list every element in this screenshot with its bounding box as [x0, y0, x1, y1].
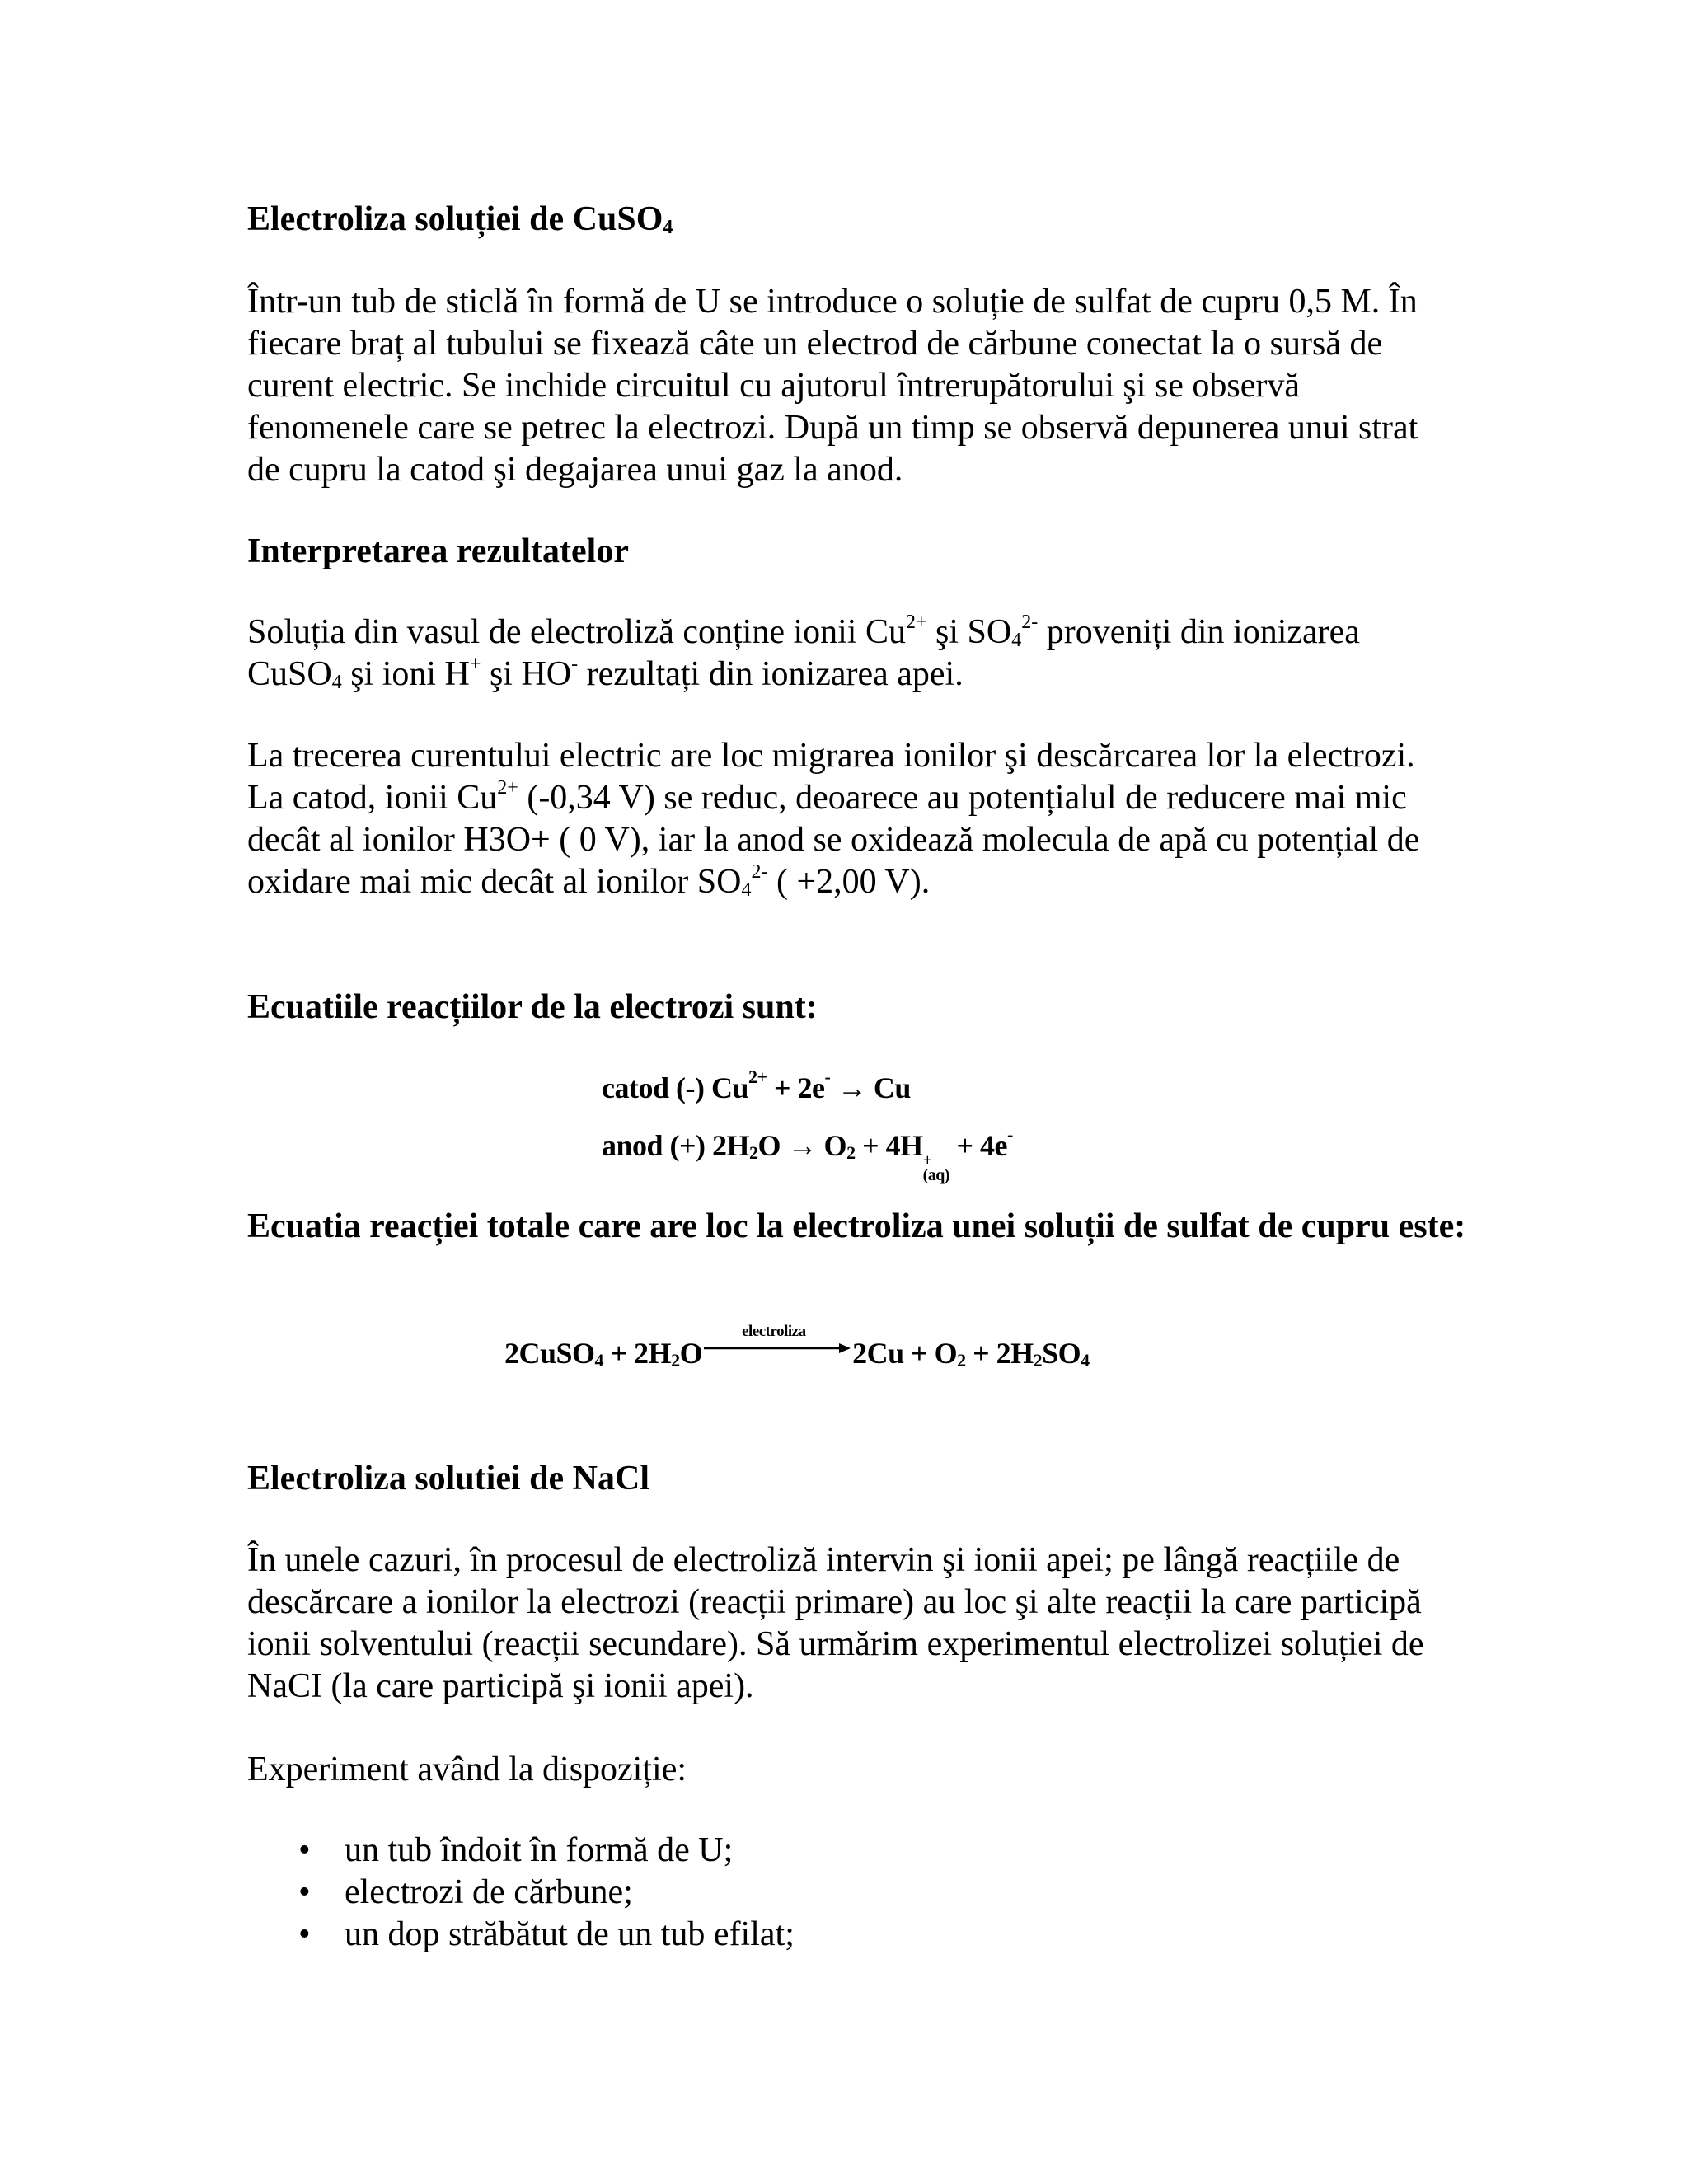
eq-subscript: 2: [957, 1350, 966, 1371]
cathode-equation: [602, 1066, 1013, 1106]
eq-subscript: 2: [671, 1350, 680, 1371]
eq-subscript: 2: [749, 1142, 758, 1163]
eq-text: catod (-) Cu: [602, 1071, 748, 1104]
reaction-arrow: [704, 1323, 851, 1360]
migration-paragraph: [247, 735, 1451, 903]
section-title-nacl: Electroliza solutiei de NaCl: [247, 1460, 649, 1497]
text-run: şi HO: [481, 655, 572, 693]
superscript: 2-: [751, 861, 768, 883]
eq-subscript: (aq): [922, 1166, 950, 1184]
experiment-intro: Experiment având la dispoziție:: [247, 1750, 687, 1788]
nacl-paragraph: În unele cazuri, în procesul de electroliză intervin şi ionii apei; pe lângă reacțiile de descărcare a ionilor la electrozi (reacții primare) au loc şi alte reacții la care participă ionii solventului (reacții secundare). Să urmărim experimentul electrolizei soluției de NaCI (la care participă şi ionii apei).: [247, 1541, 1424, 1705]
ions-paragraph: [247, 612, 1451, 696]
subscript: 4: [331, 672, 342, 693]
superscript: 2-: [1021, 612, 1039, 633]
eq-text: anod (+) 2H: [602, 1129, 750, 1162]
bullet-icon: •: [298, 1831, 311, 1869]
text-run: ( +2,00 V).: [767, 863, 931, 901]
eq-text: + 2e: [767, 1071, 825, 1104]
text-run: La trecerea curentului electric are loc migrarea ionilor şi descărcarea lor la electrozi. La catod, ionii Cu: [247, 737, 1415, 817]
eq-text: O → O: [757, 1129, 847, 1162]
bullet-icon: •: [298, 1873, 311, 1911]
eq-subscript: 2: [1033, 1350, 1043, 1371]
text-run: şi SO: [926, 613, 1012, 651]
eq-text: + 2H: [603, 1337, 672, 1370]
section-title-electrode-equations: Ecuatiile reacțiilor de la electrozi sunt:: [247, 988, 818, 1026]
text-run: Soluția din vasul de electroliză conține ionii Cu: [247, 613, 906, 651]
eq-subscript: 4: [594, 1350, 604, 1371]
superscript: +: [469, 654, 481, 675]
cuso4-experiment-paragraph: Într-un tub de sticlă în formă de U se introduce o soluție de sulfat de cupru 0,5 M. În fiecare braț al tubului se fixează câte un electrod de cărbune conectat la o sursă de curent electric. Se inchide circuitul cu ajutorul întrerupătorului şi se observă fenomenele care se petrec la electrozi. După un timp se observă depunerea unui strat de cupru la catod şi degajarea unui gaz la anod.: [247, 283, 1418, 489]
bullet-icon: •: [298, 1915, 311, 1953]
section-title-total-reaction: Ecuatia reacției totale care are loc la electroliza unei soluții de sulfat de cupru este:: [247, 1207, 1466, 1245]
eq-text: SO: [1042, 1337, 1081, 1370]
anode-equation: [602, 1124, 1013, 1184]
eq-superscript: -: [824, 1066, 831, 1087]
eq-text: + 4H: [855, 1129, 923, 1162]
eq-text: → Cu: [830, 1071, 911, 1104]
superscript: 2+: [905, 612, 927, 633]
text-run: şi ioni H: [341, 655, 470, 693]
total-equation-line: [504, 1323, 1090, 1371]
eq-text: + 4e: [950, 1129, 1008, 1162]
eq-text: 2Cu + O: [852, 1337, 958, 1370]
eq-script-stack: [923, 1153, 950, 1183]
eq-superscript: 2+: [748, 1066, 767, 1087]
eq-text: + 2H: [965, 1337, 1034, 1370]
list-item-text: un tub îndoit în formă de U;: [345, 1831, 734, 1869]
equipment-list: [247, 1830, 1451, 1956]
section-title-interpretation: Interpretarea rezultatelor: [247, 532, 629, 570]
section-title-cuso4: [247, 198, 1451, 241]
total-reaction-equation: [504, 1323, 1090, 1371]
subscript: 4: [741, 879, 752, 901]
list-item: [247, 1914, 1451, 1956]
text-run: (-0,34 V) se reduc, deoarece au potențialul de reducere mai mic decât al ionilor H3O+ ( 0 V), iar la anod se oxidează molecula de apă cu potențial de oxidare mai mic decât al ionilor SO: [247, 779, 1420, 901]
title-subscript: 4: [663, 217, 673, 238]
text-run: proveniți din ionizarea CuSO: [247, 613, 1360, 693]
subscript: 4: [1011, 630, 1022, 651]
eq-text: O: [679, 1337, 703, 1370]
electrode-equations: [602, 1066, 1013, 1184]
list-item-text: electrozi de cărbune;: [345, 1873, 633, 1911]
list-item: [247, 1872, 1451, 1914]
eq-text: 2CuSO: [504, 1337, 595, 1370]
arrow-label: electroliza: [742, 1323, 806, 1340]
text-run: rezultați din ionizarea apei.: [578, 655, 964, 693]
eq-subscript: 4: [1081, 1350, 1090, 1371]
eq-superscript: -: [1007, 1124, 1013, 1145]
eq-subscript: 2: [846, 1142, 856, 1163]
list-item-text: un dop străbătut de un tub efilat;: [345, 1915, 795, 1953]
superscript: -: [571, 654, 579, 675]
title-text: Electroliza soluției de CuSO: [247, 200, 663, 238]
list-item: [247, 1830, 1451, 1872]
superscript: 2+: [497, 777, 518, 799]
eq-superscript: +: [922, 1151, 932, 1169]
right-arrow-icon: [704, 1342, 851, 1355]
